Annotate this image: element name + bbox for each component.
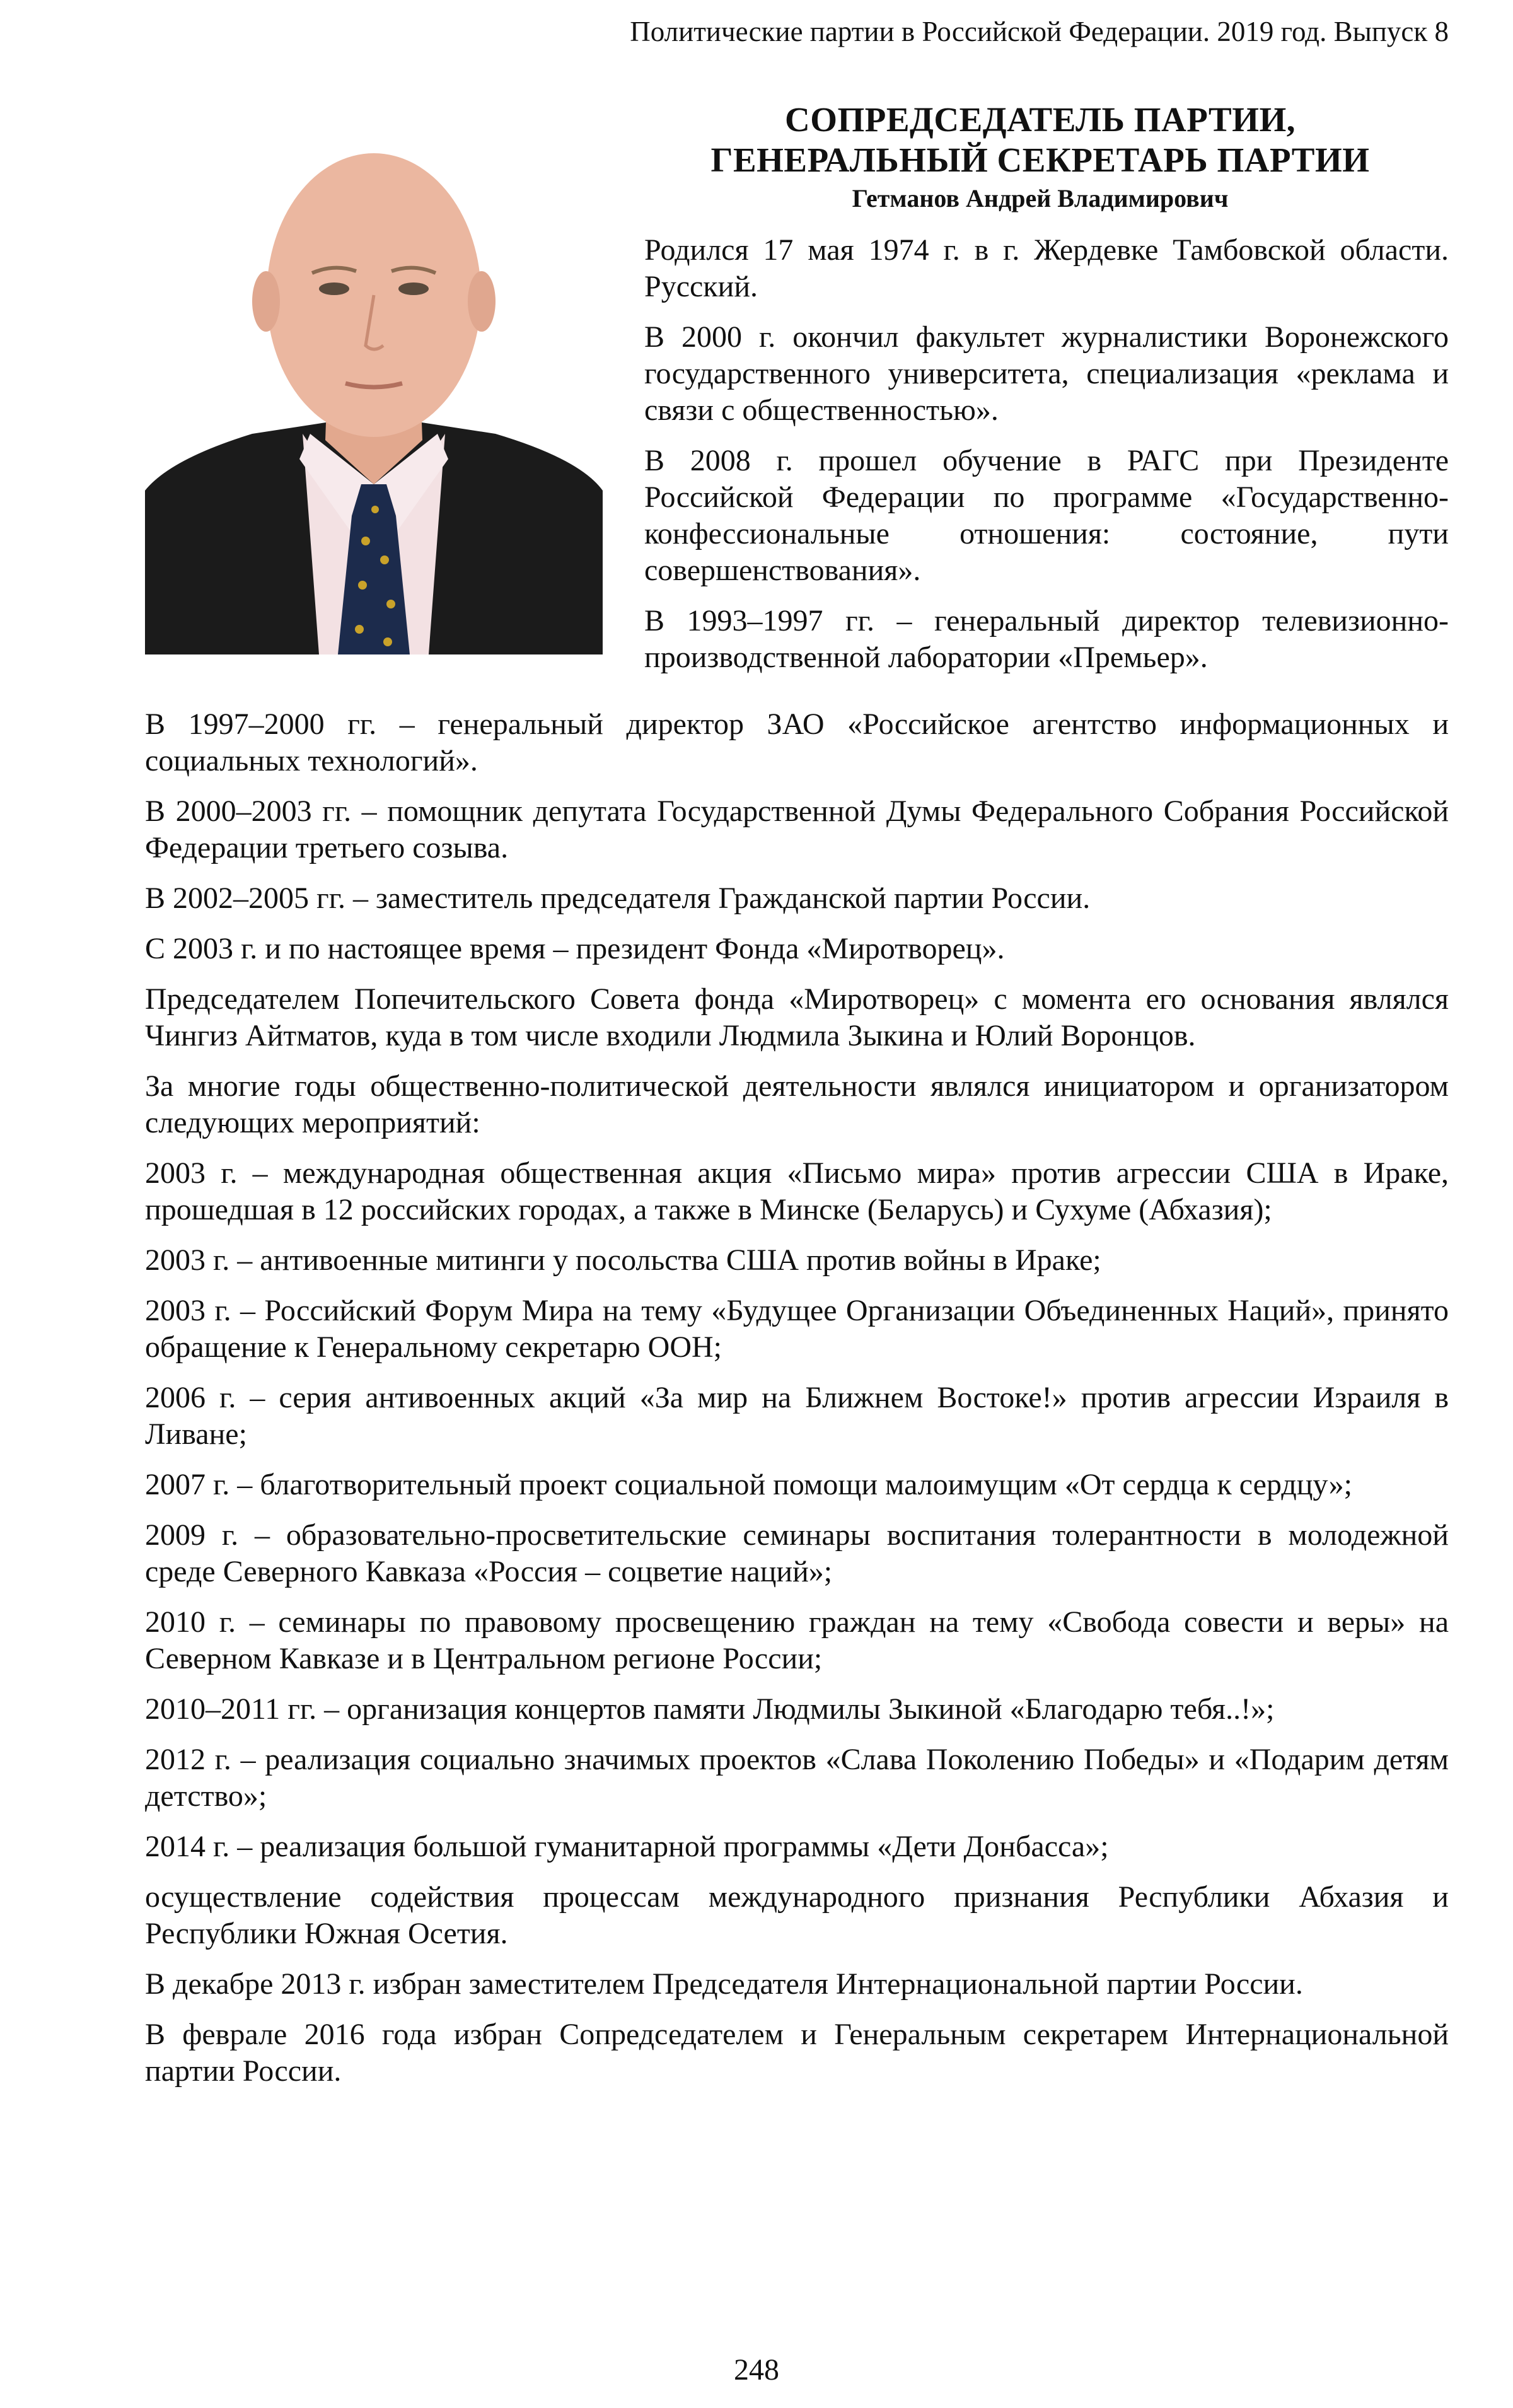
bio-event: 2003 г. – Российский Форум Мира на тему «Будущее Организации Объединенных Наций», принято обращение к Генеральному секретарю ООН; (145, 1294, 1449, 1364)
bio-event: 2010 г. – семинары по правовому просвещению граждан на тему «Свобода совести и веры» на Северном Кавказе и в Центральном регионе России; (145, 1605, 1449, 1675)
bio-event: 2006 г. – серия антивоенных акций «За мир на Ближнем Востоке!» против агрессии Израиля в Ливане; (145, 1381, 1449, 1451)
running-header: Политические партии в Российской Федерации. 2019 год. Выпуск 8 (630, 16, 1449, 47)
bio-paragraph: В 2008 г. прошел обучение в РАГС при Президенте Российской Федерации по программе «Государственно-конфессиональные отношения: состояние, пути совершенствования». (644, 444, 1449, 587)
bio-paragraph: В феврале 2016 года избран Сопредседателем и Генеральным секретарем Интернациональной партии России. (145, 2018, 1449, 2088)
bio-paragraph: В декабре 2013 г. избран заместителем Председателя Интернациональной партии России. (145, 1967, 1303, 2001)
bio-paragraph: В 2000 г. окончил факультет журналистики Воронежского государственного университета, специализация «реклама и связи с общественностью». (644, 320, 1449, 427)
section-title (637, 100, 1444, 217)
bio-paragraph: В 1997–2000 гг. – генеральный директор ЗАО «Российское агентство информационных и социальных технологий». (145, 707, 1449, 777)
bio-event: 2010–2011 гг. – организация концертов памяти Людмилы Зыкиной «Благодарю тебя..!»; (145, 1692, 1275, 1726)
page-number: 248 (734, 2353, 779, 2387)
bio-event: 2007 г. – благотворительный проект социальной помощи малоимущим «От сердца к сердцу»; (145, 1468, 1352, 1501)
bio-event: 2003 г. – антивоенные митинги у посольства США против войны в Ираке; (145, 1243, 1101, 1277)
biography-main (145, 706, 1449, 2103)
bio-event: 2014 г. – реализация большой гуманитарной программы «Дети Донбасса»; (145, 1830, 1109, 1863)
bio-paragraph: За многие годы общественно-политической деятельности являлся инициатором и организатором следующих мероприятий: (145, 1069, 1449, 1139)
portrait-photo (145, 106, 603, 654)
bio-paragraph: Председателем Попечительского Совета фонда «Миротворец» с момента его основания являлся Чингиз Айтматов, куда в том числе входили Людмила Зыкина и Юлий Воронцов. (145, 982, 1449, 1052)
bio-paragraph: В 2000–2003 гг. – помощник депутата Государственной Думы Федерального Собрания Российской Федерации третьего созыва. (145, 794, 1449, 864)
bio-paragraph: В 2002–2005 гг. – заместитель председателя Гражданской партии России. (145, 881, 1091, 915)
biography-top (644, 232, 1449, 690)
person-name: Гетманов Андрей Владимирович (852, 184, 1229, 212)
bio-paragraph: С 2003 г. и по настоящее время – президент Фонда «Миротворец». (145, 932, 1005, 965)
bio-paragraph: Родился 17 мая 1974 г. в г. Жердевке Тамбовской области. Русский. (644, 233, 1449, 303)
bio-event: 2012 г. – реализация социально значимых проектов «Слава Поколению Победы» и «Подарим детям детство»; (145, 1743, 1449, 1813)
bio-event: 2009 г. – образовательно-просветительские семинары воспитания толерантности в молодежной среде Северного Кавказа «Россия – соцветие наций»; (145, 1518, 1449, 1588)
bio-event: осуществление содействия процессам международного признания Республики Абхазия и Республики Южная Осетия. (145, 1880, 1449, 1950)
title-line-2: ГЕНЕРАЛЬНЫЙ СЕКРЕТАРЬ ПАРТИИ (710, 141, 1370, 179)
title-line-1: СОПРЕДСЕДАТЕЛЬ ПАРТИИ, (784, 100, 1296, 139)
portrait-illustration (145, 106, 603, 654)
bio-event: 2003 г. – международная общественная акция «Письмо мира» против агрессии США в Ираке, прошедшая в 12 российских городах, а также в Минске (Беларусь) и Сухуме (Абхазия); (145, 1156, 1449, 1226)
bio-paragraph: В 1993–1997 гг. – генеральный директор телевизионно-производственной лаборатории «Премьер». (644, 604, 1449, 674)
